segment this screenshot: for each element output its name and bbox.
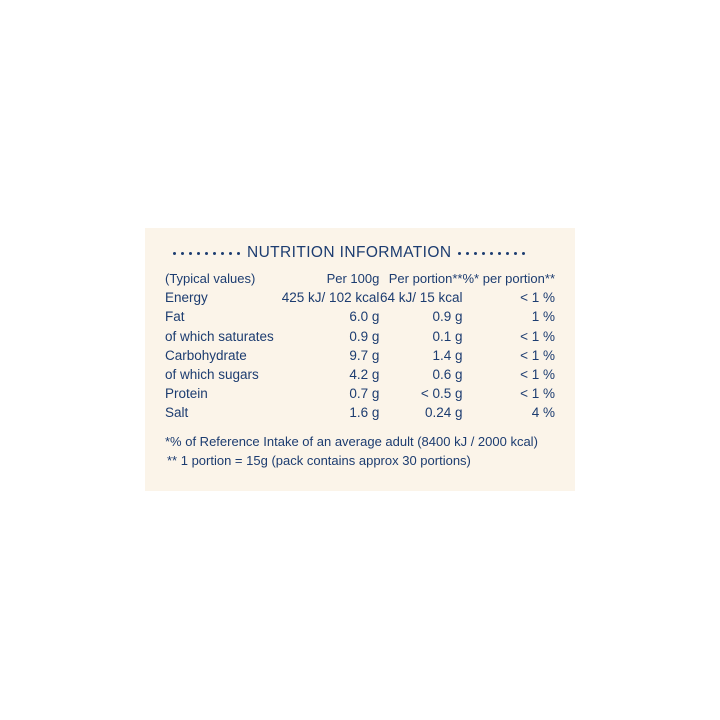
row-pct-per-portion: < 1 %	[520, 347, 555, 363]
leader-dot	[474, 252, 477, 255]
table-row	[165, 365, 555, 384]
leader-dot	[229, 252, 232, 255]
table-row	[165, 346, 555, 365]
table-row	[165, 403, 555, 422]
dotted-leader-left	[173, 252, 240, 255]
leader-dot	[482, 252, 485, 255]
leader-dot	[466, 252, 469, 255]
row-label: Carbohydrate	[165, 347, 247, 363]
leader-dot	[213, 252, 216, 255]
leader-dot	[237, 252, 240, 255]
row-per-100g: 1.6 g	[349, 405, 380, 421]
row-per-portion: 0.1 g	[432, 328, 463, 344]
table-row	[165, 288, 555, 307]
row-label: Fat	[165, 309, 185, 325]
row-per-portion: 0.9 g	[432, 309, 463, 325]
row-per-100g: 425 kJ/ 102 kcal	[281, 290, 380, 306]
leader-dot	[205, 252, 208, 255]
table-row	[165, 327, 555, 346]
leader-dot	[490, 252, 493, 255]
row-per-100g: 4.2 g	[349, 367, 380, 383]
leader-dot	[189, 252, 192, 255]
row-pct-per-portion: 4 %	[531, 405, 555, 421]
leader-dot	[221, 252, 224, 255]
nutrition-table-body	[165, 288, 555, 422]
column-header-per-100g: Per 100g	[326, 271, 380, 286]
row-label: Energy	[165, 290, 208, 306]
row-pct-per-portion: < 1 %	[520, 328, 555, 344]
row-pct-per-portion: < 1 %	[520, 386, 555, 402]
dotted-leader-right	[458, 252, 525, 255]
row-per-100g: 6.0 g	[349, 309, 380, 325]
row-pct-per-portion: 1 %	[531, 309, 555, 325]
leader-dot	[458, 252, 461, 255]
nutrition-information-panel	[145, 228, 575, 491]
row-per-100g: 0.7 g	[349, 386, 380, 402]
panel-content	[165, 244, 555, 470]
leader-dot	[514, 252, 517, 255]
leader-dot	[498, 252, 501, 255]
column-header-per-portion: Per portion**	[388, 271, 463, 286]
row-label: of which sugars	[165, 367, 259, 383]
nutrition-table	[165, 269, 555, 423]
leader-dot	[522, 252, 525, 255]
footnote-1: *% of Reference Intake of an average adult (8400 kJ / 2000 kcal)	[165, 433, 538, 449]
leader-dot	[181, 252, 184, 255]
panel-title-row	[165, 244, 555, 262]
row-per-portion: 64 kJ/ 15 kcal	[379, 290, 463, 306]
column-header-pct-per-portion: %* per portion**	[462, 271, 555, 286]
footnotes	[165, 432, 555, 470]
table-row	[165, 384, 555, 403]
leader-dot	[506, 252, 509, 255]
table-header-row	[165, 269, 555, 288]
table-row	[165, 307, 555, 326]
row-pct-per-portion: < 1 %	[520, 367, 555, 383]
row-per-portion: 1.4 g	[432, 347, 463, 363]
row-per-100g: 9.7 g	[349, 347, 380, 363]
column-header-label: (Typical values)	[165, 271, 256, 286]
row-label: Salt	[165, 405, 189, 421]
row-label: Protein	[165, 386, 208, 402]
panel-title: NUTRITION INFORMATION	[247, 244, 452, 261]
leader-dot	[173, 252, 176, 255]
row-per-portion: 0.24 g	[424, 405, 463, 421]
row-pct-per-portion: < 1 %	[520, 290, 555, 306]
nutrition-table-header	[165, 269, 555, 288]
row-per-portion: < 0.5 g	[420, 386, 463, 402]
leader-dot	[197, 252, 200, 255]
row-label: of which saturates	[165, 328, 274, 344]
footnote-2: ** 1 portion = 15g (pack contains approx 30 portions)	[167, 452, 471, 468]
row-per-portion: 0.6 g	[432, 367, 463, 383]
row-per-100g: 0.9 g	[349, 328, 380, 344]
